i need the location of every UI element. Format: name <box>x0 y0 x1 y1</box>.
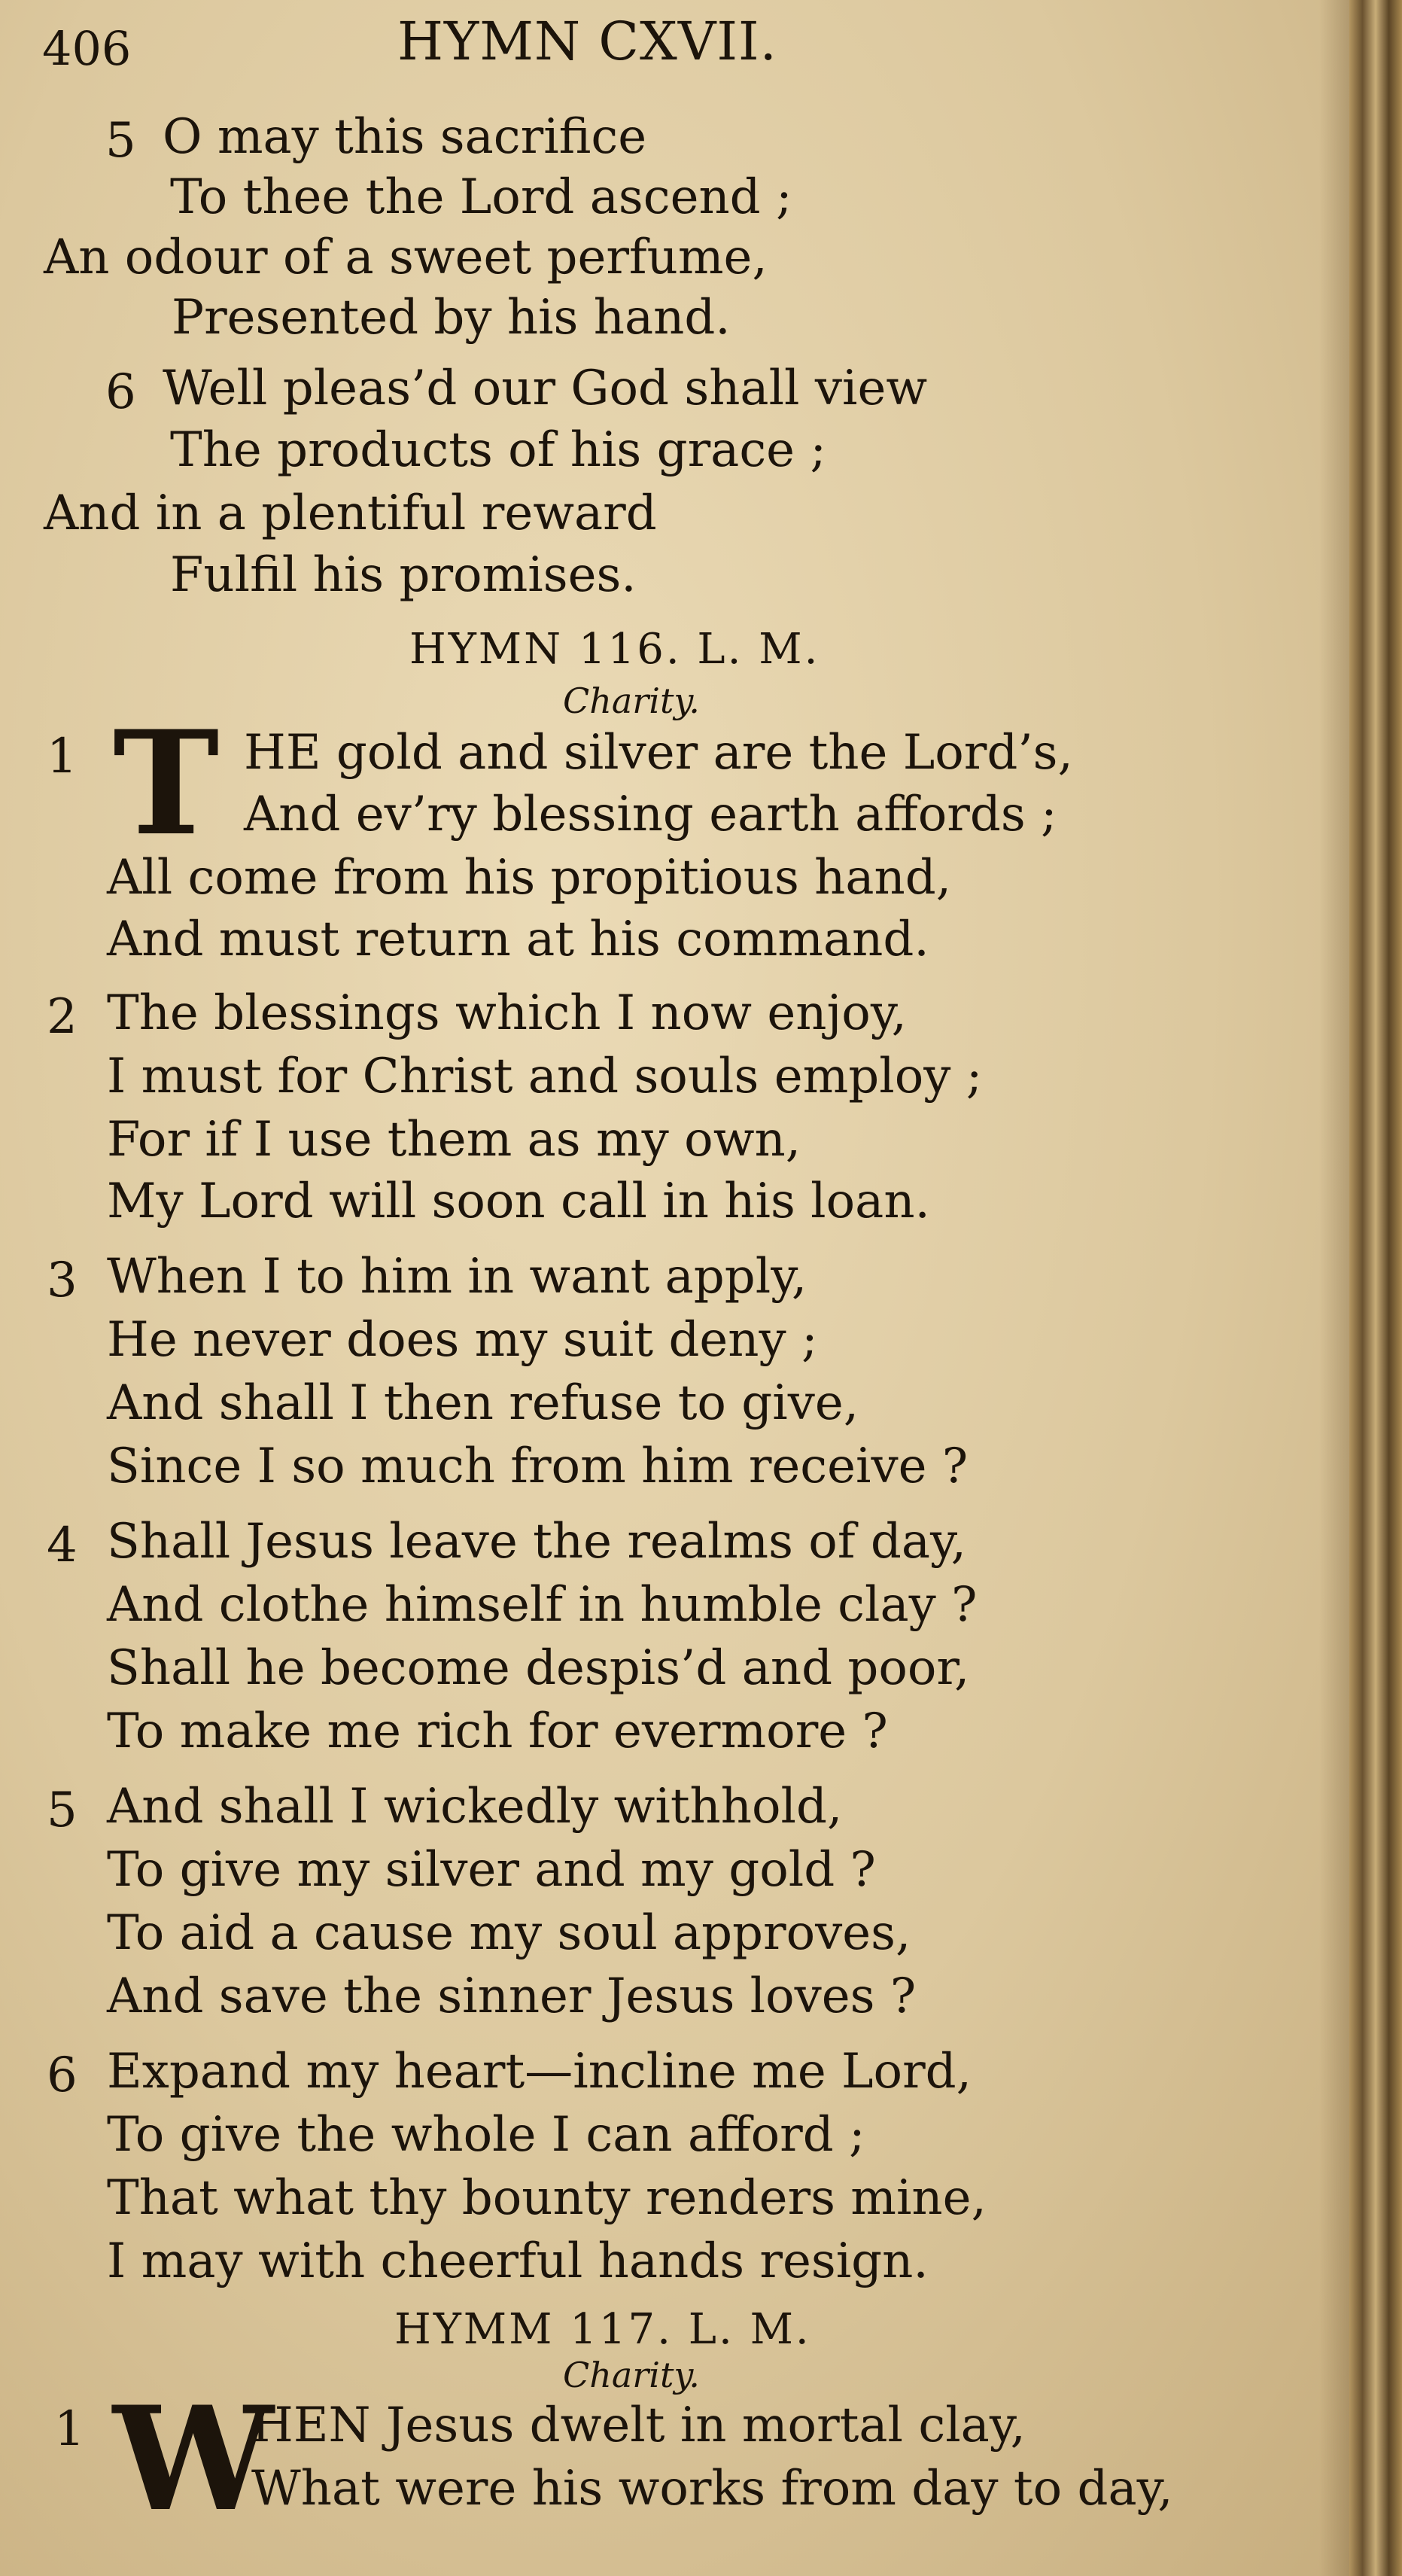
verse-line: HE gold and silver are the Lord’s, <box>244 725 1073 781</box>
verse-line: And shall I then refuse to give, <box>107 1375 859 1431</box>
verse-line: To make me rich for evermore ? <box>107 1704 888 1759</box>
verse-line: Shall he become despis’d and poor, <box>107 1640 970 1696</box>
verse-line: And in a plentiful reward <box>44 486 657 541</box>
verse-line: To thee the Lord ascend ; <box>170 169 792 225</box>
verse-line: And must return at his command. <box>107 912 929 967</box>
verse-line: To aid a cause my soul approves, <box>107 1905 911 1961</box>
verse-line: And ev’ry blessing earth affords ; <box>244 787 1057 842</box>
verse-line: He never does my suit deny ; <box>107 1312 818 1368</box>
verse-line: An odour of a sweet perfume, <box>44 230 768 285</box>
stanza-number: 4 <box>47 1518 78 1573</box>
stanza-number: 2 <box>47 989 78 1045</box>
hymn-heading: HYMM 117. L. M. <box>394 2305 811 2354</box>
page-gutter-shadow <box>1319 0 1349 2576</box>
stanza-number: 1 <box>47 729 78 784</box>
verse-line: I may with cheerful hands resign. <box>107 2233 929 2289</box>
running-head: HYMN CXVII. <box>397 11 777 72</box>
verse-line: Fulfil his promises. <box>170 547 637 603</box>
verse-line: For if I use them as my own, <box>107 1112 801 1168</box>
verse-line: Since I so much from him receive ? <box>107 1439 969 1494</box>
verse-line: My Lord will soon call in his loan. <box>107 1174 930 1229</box>
stanza-number: 5 <box>47 1783 78 1838</box>
verse-line: That what thy bounty renders mine, <box>107 2170 987 2226</box>
verse-line: O may this sacrifice <box>163 109 647 165</box>
drop-cap: W <box>113 2375 274 2543</box>
page-number: 406 <box>42 21 132 76</box>
verse-line: Well pleas’d our God shall view <box>163 361 928 416</box>
page-edge <box>1349 0 1402 2576</box>
verse-line: Presented by his hand. <box>172 290 731 346</box>
verse-line: Expand my heart—incline me Lord, <box>107 2044 972 2099</box>
verse-line: And save the sinner Jesus loves ? <box>107 1969 917 2024</box>
verse-line: All come from his propitious hand, <box>107 850 952 906</box>
verse-line: The blessings which I now enjoy, <box>107 985 907 1041</box>
stanza-number: 6 <box>47 2048 78 2103</box>
hymn-subject: Charity. <box>563 2355 700 2395</box>
verse-line: When I to him in want apply, <box>107 1249 807 1305</box>
stanza-number: 5 <box>105 113 136 169</box>
verse-line: To give my silver and my gold ? <box>107 1842 876 1898</box>
stanza-number: 3 <box>47 1253 78 1308</box>
drop-cap: T <box>113 699 220 867</box>
stanza-number: 1 <box>54 2401 85 2457</box>
verse-line: And shall I wickedly withhold, <box>107 1779 843 1835</box>
verse-line: Shall Jesus leave the realms of day, <box>107 1514 966 1570</box>
hymn-subject: Charity. <box>563 681 700 721</box>
stanza-number: 6 <box>105 364 136 420</box>
verse-line: HEN Jesus dwelt in mortal clay, <box>251 2398 1026 2453</box>
verse-line: And clothe himself in humble clay ? <box>107 1577 978 1633</box>
hymn-heading: HYMN 116. L. M. <box>409 625 820 674</box>
verse-line: To give the whole I can afford ; <box>107 2107 865 2163</box>
verse-line: What were his works from day to day, <box>251 2461 1173 2517</box>
verse-line: I must for Christ and souls employ ; <box>107 1049 983 1104</box>
verse-line: The products of his grace ; <box>170 422 826 478</box>
